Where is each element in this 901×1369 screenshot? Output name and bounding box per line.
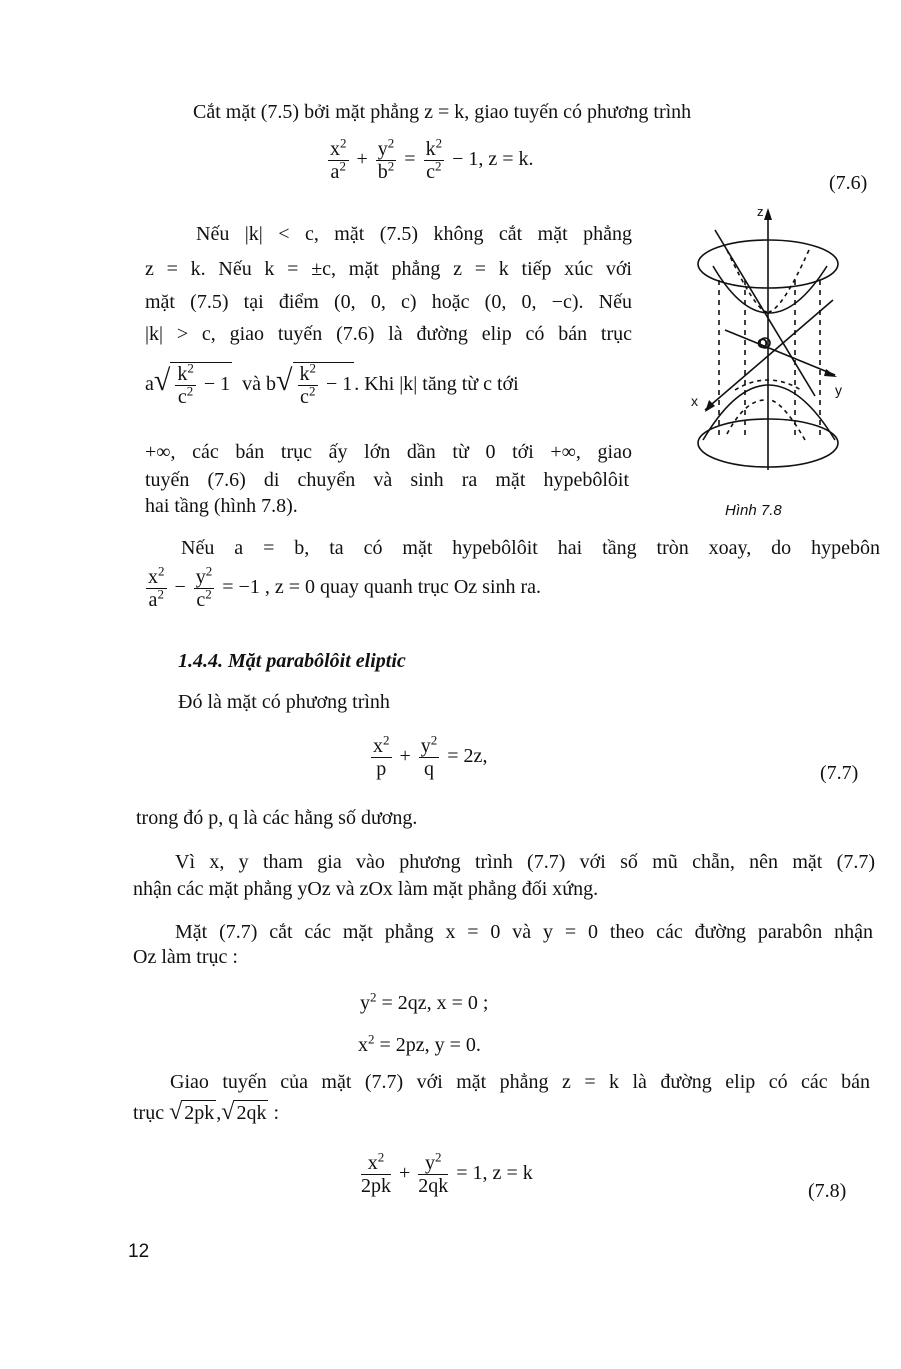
origin-label: O xyxy=(757,335,768,351)
equation-number-7-7: (7.7) xyxy=(820,762,859,784)
axis-label-z: z xyxy=(757,204,764,219)
paragraph-line: Đó là mặt có phương trình xyxy=(178,691,390,713)
y-axis-arrow-icon xyxy=(824,369,837,377)
paragraph-line: Nếu |k| < c, mặt (7.5) không cắt mặt phẳng xyxy=(196,223,632,245)
paragraph-line: +∞, các bán trục ấy lớn dần từ 0 tới +∞, giao xyxy=(145,441,632,463)
equation-number-7-6: (7.6) xyxy=(829,172,868,194)
paragraph-line: z = k. Nếu k = ±c, mặt phẳng z = k tiếp xúc với xyxy=(145,258,632,280)
figure-caption: Hình 7.8 xyxy=(725,502,782,519)
paragraph-line: |k| > c, giao tuyến (7.6) là đường elip có bán trục xyxy=(145,323,632,345)
axis-label-x: x xyxy=(691,393,698,409)
paragraph-intro: Cắt mặt (7.5) bởi mặt phẳng z = k, giao tuyến có phương trình xyxy=(193,101,692,123)
paragraph-line: Giao tuyến của mặt (7.7) với mặt phẳng z = k là đường elip có các bán xyxy=(170,1071,870,1093)
paragraph-line: Vì x, y tham gia vào phương trình (7.7) với số mũ chẵn, nên mặt (7.7) xyxy=(175,851,875,873)
paragraph-line: mặt (7.5) tại điểm (0, 0, c) hoặc (0, 0, −c). Nếu xyxy=(145,291,632,313)
paragraph-line-semiaxes: a√ $\frac{k^2}{c^2}$ − 1 và b√ $\frac{k^2}{c^2}$ − 1 . Khi |k| tăng từ c tới xyxy=(145,360,519,408)
paragraph-line: hai tầng (hình 7.8). xyxy=(145,495,298,517)
lower-sheet-curve xyxy=(703,385,835,440)
upper-sheet-curve xyxy=(713,266,827,313)
figure-hyperboloid-two-sheets xyxy=(685,200,860,480)
page-number: 12 xyxy=(128,1241,150,1262)
equation-parabola-x: $x^2 = 2pz$, y = 0. xyxy=(358,1031,481,1056)
paragraph-line: tuyến (7.6) di chuyển và sinh ra mặt hypebôlôit xyxy=(145,469,629,491)
axis-label-y: y xyxy=(835,382,842,398)
paragraph-line-hyperbola: $\frac{x^2}{a^2}$ − $\frac{y^2}{c^2}$ = −1 , z = 0 quay quanh trục Oz sinh ra. xyxy=(148,563,542,611)
equation-7-8: $\frac{x^2}{2pk}$ + $\frac{y^2}{2qk}$ = 1, z = k xyxy=(361,1149,533,1197)
z-axis-arrow-icon xyxy=(764,208,772,220)
paragraph-line: Mặt (7.7) cắt các mặt phẳng x = 0 và y = 0 theo các đường parabôn nhận xyxy=(175,921,873,943)
paragraph-line: Oz làm trục : xyxy=(133,946,238,968)
paragraph-line: Nếu a = b, ta có mặt hypebôlôit hai tầng tròn xoay, do hypebôn xyxy=(181,537,880,559)
equation-parabola-y: $y^2 = 2qz$, x = 0 ; xyxy=(360,989,489,1014)
paragraph-line: trong đó p, q là các hằng số dương. xyxy=(136,807,418,829)
section-heading: 1.4.4. Mặt parabôlôit eliptic xyxy=(178,650,406,672)
equation-7-6: $\frac{x^2}{a^2}$ + $\frac{y^2}{b^2}$ = $\frac{k^2}{c^2}$ − 1, z = k. xyxy=(330,135,534,183)
equation-7-7: $\frac{x^2}{p}$ + $\frac{y^2}{q}$ = 2z, xyxy=(373,732,488,780)
paragraph-line: nhận các mặt phẳng yOz và zOx làm mặt phẳng đối xứng. xyxy=(133,878,599,900)
paragraph-line-semiaxes-2: trục √ 2pk ,√ 2qk : xyxy=(133,1099,279,1125)
equation-number-7-8: (7.8) xyxy=(808,1180,847,1202)
